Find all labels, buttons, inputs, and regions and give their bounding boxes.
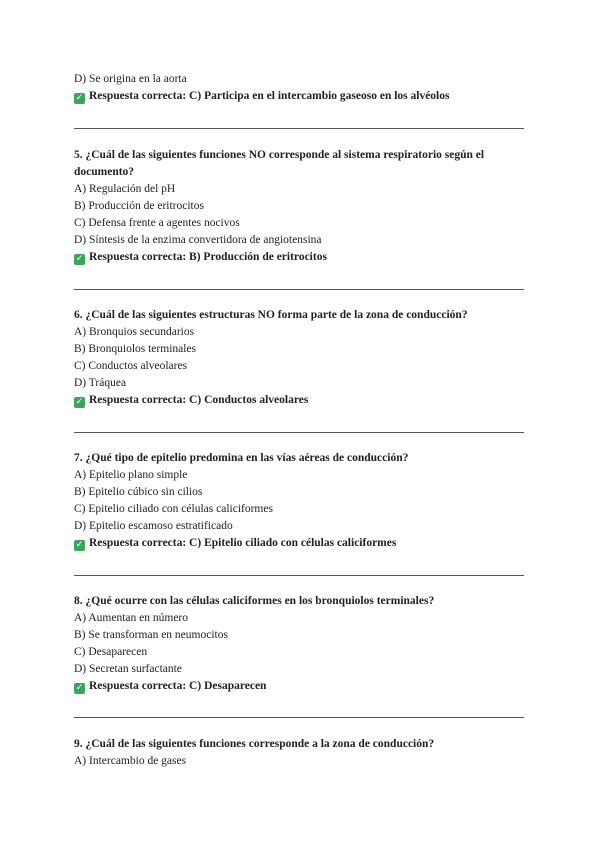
correct-answer: ✓ Respuesta correcta: C) Participa en el intercambio gaseoso en los alvéolos (75, 90, 450, 103)
option-a: A) Epitelio plano simple (74, 469, 188, 481)
correct-answer: ✓ Respuesta correcta: C) Conductos alveolares (75, 394, 309, 407)
option-d: D) Epitelio escamoso estratificado (74, 520, 233, 532)
question-text: 6. ¿Cuál de las siguientes estructuras NO forma parte de la zona de conducción? (74, 309, 468, 321)
option-d: D) Tráquea (74, 377, 127, 389)
option-d: D) Se origina en la aorta (74, 73, 187, 85)
option-a: A) Regulación del pH (74, 183, 176, 195)
question-6 (74, 307, 530, 409)
option-b: B) Bronquiolos terminales (74, 343, 197, 355)
question-5 (74, 147, 530, 266)
option-a: A) Aumentan en número (74, 612, 189, 624)
check-mark-icon: ✓ (75, 683, 84, 693)
option-c: C) Conductos alveolares (74, 360, 188, 372)
correct-answer: ✓ Respuesta correcta: C) Epitelio ciliado con células caliciformes (75, 537, 397, 550)
divider (74, 128, 524, 129)
divider (74, 432, 524, 433)
option-c: C) Defensa frente a agentes nocivos (74, 217, 240, 229)
question-text: 9. ¿Cuál de las siguientes funciones corresponde a la zona de conducción? (74, 738, 435, 750)
divider (74, 717, 524, 718)
option-a: A) Intercambio de gases (74, 755, 187, 767)
option-c: C) Epitelio ciliado con células caliciformes (74, 503, 273, 515)
question-text: 7. ¿Qué tipo de epitelio predomina en las vías aéreas de conducción? (74, 452, 409, 464)
divider (74, 289, 524, 290)
check-mark-icon: ✓ (75, 254, 84, 264)
check-mark-icon: ✓ (75, 397, 84, 407)
question-text: 8. ¿Qué ocurre con las células caliciformes en los bronquiolos terminales? (74, 595, 435, 607)
option-b: B) Se transforman en neumocitos (74, 629, 228, 641)
check-mark-icon: ✓ (75, 540, 84, 550)
option-d: D) Secretan surfactante (74, 663, 182, 675)
check-mark-icon: ✓ (75, 93, 84, 103)
divider (74, 575, 524, 576)
option-c: C) Desaparecen (74, 646, 148, 658)
option-b: B) Epitelio cúbico sin cilios (74, 486, 203, 498)
correct-answer: ✓ Respuesta correcta: B) Producción de eritrocitos (75, 251, 327, 264)
option-a: A) Bronquios secundarios (74, 326, 195, 338)
question-8 (74, 593, 530, 695)
option-b: B) Producción de eritrocitos (74, 200, 204, 212)
question-7 (74, 450, 530, 552)
option-d: D) Síntesis de la enzima convertidora de angiotensina (74, 234, 322, 246)
correct-answer: ✓ Respuesta correcta: C) Desaparecen (75, 680, 267, 693)
question-text: 5. ¿Cuál de las siguientes funciones NO corresponde al sistema respiratorio según el documento? (74, 149, 485, 178)
question-9 (74, 736, 530, 770)
question-4-tail (74, 71, 530, 105)
